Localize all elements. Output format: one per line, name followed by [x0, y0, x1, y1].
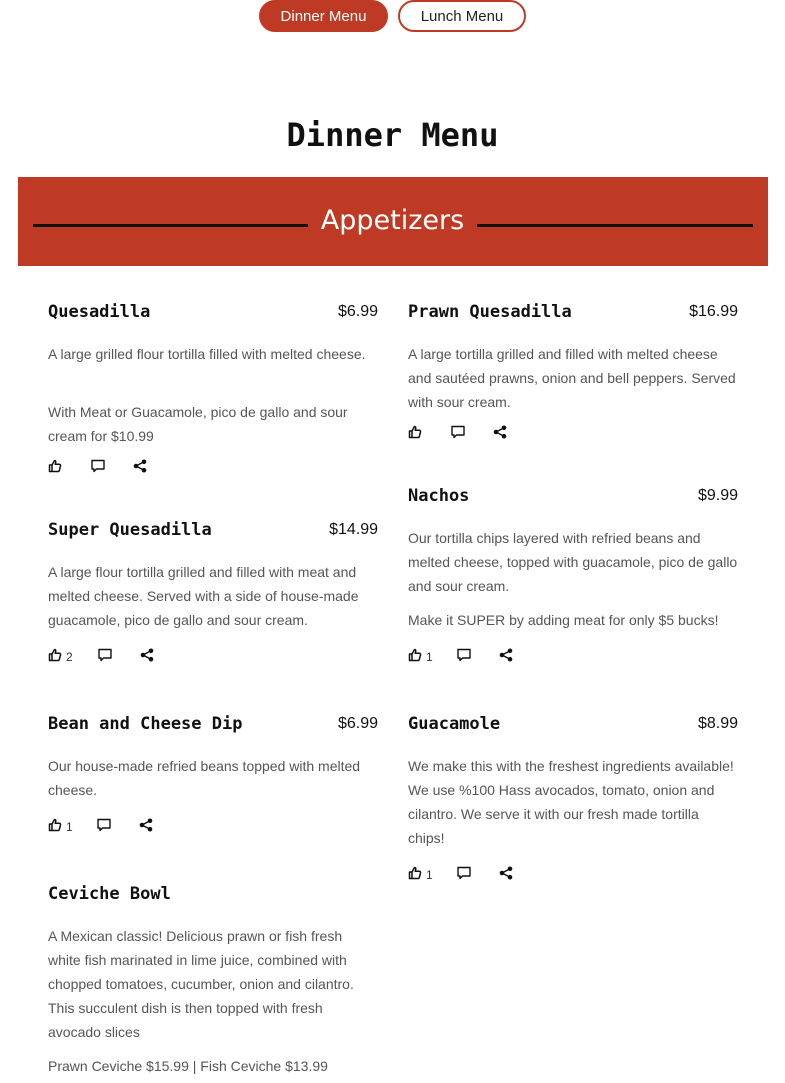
comment-icon — [451, 425, 465, 439]
like-button[interactable] — [48, 459, 62, 479]
item-actions — [48, 648, 248, 668]
item-price: $8.99 — [697, 715, 738, 732]
like-button[interactable] — [408, 648, 438, 668]
item-description: A large grilled flour tortilla filled with melted cheese. — [48, 346, 366, 362]
thumbs-up-icon — [48, 459, 62, 473]
like-button[interactable] — [408, 866, 438, 886]
item-price: $9.99 — [697, 487, 738, 504]
share-icon — [499, 866, 513, 880]
divider-right — [477, 224, 753, 227]
comment-icon — [98, 648, 112, 662]
thumbs-up-icon — [48, 818, 62, 832]
item-note: With Meat or Guacamole, pico de gallo and sour cream for $10.99 — [48, 404, 348, 444]
item-actions — [48, 818, 248, 838]
comment-button[interactable] — [97, 818, 111, 838]
thumbs-up-icon — [408, 866, 422, 880]
item-actions — [408, 425, 608, 445]
item-name: Ceviche Bowl — [48, 884, 171, 904]
item-price: $6.99 — [337, 715, 378, 732]
comment-button[interactable] — [98, 648, 112, 668]
comment-icon — [457, 648, 471, 662]
comment-icon — [91, 459, 105, 473]
item-price: $14.99 — [329, 521, 378, 538]
item-note: Prawn Ceviche $15.99 | Fish Ceviche $13.99 — [48, 1058, 328, 1074]
item-price: $6.99 — [337, 303, 378, 320]
like-button[interactable] — [48, 818, 78, 838]
thumbs-up-icon — [48, 648, 62, 662]
share-icon — [493, 425, 507, 439]
menu-tabs — [0, 0, 785, 36]
share-button[interactable] — [140, 648, 154, 668]
item-name: Nachos — [408, 486, 470, 506]
like-count: 2 — [66, 650, 73, 664]
comment-button[interactable] — [457, 648, 471, 668]
divider-left — [33, 224, 308, 227]
item-description: Our tortilla chips layered with refried beans and melted cheese, topped with guacamole, pico de gallo and sour cream. — [408, 530, 738, 594]
comment-button[interactable] — [451, 425, 465, 445]
item-price: $16.99 — [689, 303, 738, 320]
like-count: 1 — [66, 820, 73, 834]
like-button[interactable] — [408, 425, 422, 445]
thumbs-up-icon — [408, 425, 422, 439]
item-name: Quesadilla — [48, 302, 151, 322]
share-icon — [140, 648, 154, 662]
like-count: 1 — [426, 650, 433, 664]
item-actions — [48, 459, 248, 479]
section-header — [18, 177, 768, 266]
item-description: Our house-made refried beans topped with melted cheese. — [48, 758, 361, 798]
comment-icon — [457, 866, 471, 880]
thumbs-up-icon — [408, 648, 422, 662]
share-icon — [133, 459, 147, 473]
item-actions — [408, 648, 608, 668]
item-note: Make it SUPER by adding meat for only $5 bucks! — [408, 612, 719, 628]
item-actions — [408, 866, 608, 886]
share-button[interactable] — [133, 459, 147, 479]
share-button[interactable] — [499, 866, 513, 886]
share-button[interactable] — [493, 425, 507, 445]
item-name: Prawn Quesadilla — [408, 302, 572, 322]
comment-icon — [97, 818, 111, 832]
item-description: We make this with the freshest ingredients available! We use %100 Hass avocados, tomato, onion and cilantro. We serve it with our fresh made tortilla chips! — [408, 758, 734, 846]
section-title: Appetizers — [320, 205, 465, 236]
page-title: Dinner Menu — [286, 116, 499, 154]
share-icon — [499, 648, 513, 662]
comment-button[interactable] — [91, 459, 105, 479]
item-name: Guacamole — [408, 714, 501, 734]
comment-button[interactable] — [457, 866, 471, 886]
item-description: A large tortilla grilled and filled with melted cheese and sautéed prawns, onion and bell peppers. Served with sour cream. — [408, 346, 736, 410]
like-button[interactable] — [48, 648, 78, 668]
share-button[interactable] — [139, 818, 153, 838]
item-name: Super Quesadilla — [48, 520, 212, 540]
tab-lunch-menu[interactable]: Lunch Menu — [398, 0, 526, 32]
item-description: A large flour tortilla grilled and filled with meat and melted cheese. Served with a side of house-made guacamole, pico de gallo and sour cream. — [48, 564, 359, 628]
share-button[interactable] — [499, 648, 513, 668]
like-count: 1 — [426, 868, 433, 882]
item-name: Bean and Cheese Dip — [48, 714, 243, 734]
tab-dinner-menu[interactable]: Dinner Menu — [259, 0, 388, 32]
share-icon — [139, 818, 153, 832]
item-description: A Mexican classic! Delicious prawn or fish fresh white fish marinated in lime juice, combined with chopped tomatoes, cucumber, onion and cilantro. This succulent dish is then topped with fresh avocado slices — [48, 928, 354, 1040]
